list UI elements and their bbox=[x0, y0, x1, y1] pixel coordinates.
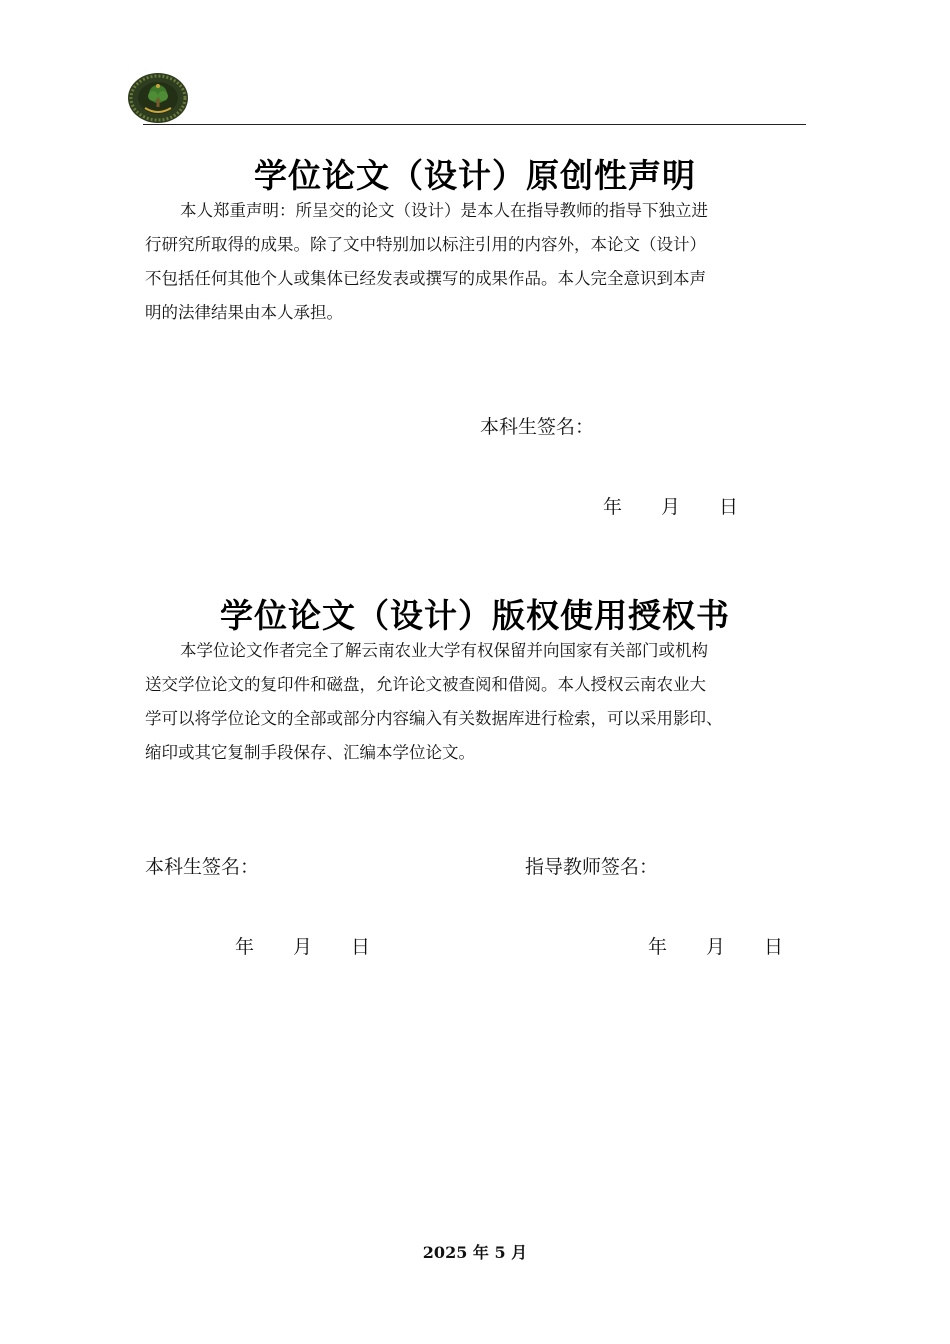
date-month: 月 bbox=[706, 936, 726, 958]
originality-statement bbox=[145, 194, 815, 330]
signature-date bbox=[603, 492, 777, 519]
advisor-signature-label: 指导教师签名： bbox=[525, 856, 659, 878]
date-day: 日 bbox=[351, 936, 371, 958]
student-signature-label: 本科生签名： bbox=[145, 856, 260, 878]
date-month: 月 bbox=[661, 496, 681, 518]
authorization-line: 学可以将学位论文的全部或部分内容编入有关数据库进行检索，可以采用影印、 bbox=[145, 709, 723, 728]
copyright-authorization bbox=[145, 634, 815, 770]
originality-title: 学位论文（设计）原创性声明 bbox=[254, 156, 696, 195]
copyright-title: 学位论文（设计）版权使用授权书 bbox=[220, 596, 730, 635]
footer-date: 2025 年 5 月 bbox=[422, 1243, 528, 1262]
authorization-line: 缩印或其它复制手段保存、汇编本学位论文。 bbox=[145, 743, 475, 762]
university-seal-icon bbox=[127, 72, 189, 124]
student-signature-label: 本科生签名： bbox=[480, 416, 595, 438]
date-day: 日 bbox=[764, 936, 784, 958]
date-day: 日 bbox=[719, 496, 739, 518]
advisor-signature-date bbox=[648, 932, 822, 959]
date-year: 年 bbox=[603, 496, 623, 518]
statement-line: 明的法律结果由本人承担。 bbox=[145, 303, 343, 322]
statement-line: 本人郑重声明：所呈交的论文（设计）是本人在指导教师的指导下独立进 bbox=[180, 201, 708, 220]
statement-line: 不包括任何其他个人或集体已经发表或撰写的成果作品。本人完全意识到本声 bbox=[145, 269, 706, 288]
date-year: 年 bbox=[235, 936, 255, 958]
header-rule bbox=[143, 124, 806, 125]
date-year: 年 bbox=[648, 936, 668, 958]
authorization-line: 送交学位论文的复印件和磁盘，允许论文被查阅和借阅。本人授权云南农业大 bbox=[145, 675, 706, 694]
authorization-line: 本学位论文作者完全了解云南农业大学有权保留并向国家有关部门或机构 bbox=[180, 641, 708, 660]
student-signature-date bbox=[235, 932, 409, 959]
statement-line: 行研究所取得的成果。除了文中特别加以标注引用的内容外，本论文（设计） bbox=[145, 235, 706, 254]
date-month: 月 bbox=[293, 936, 313, 958]
